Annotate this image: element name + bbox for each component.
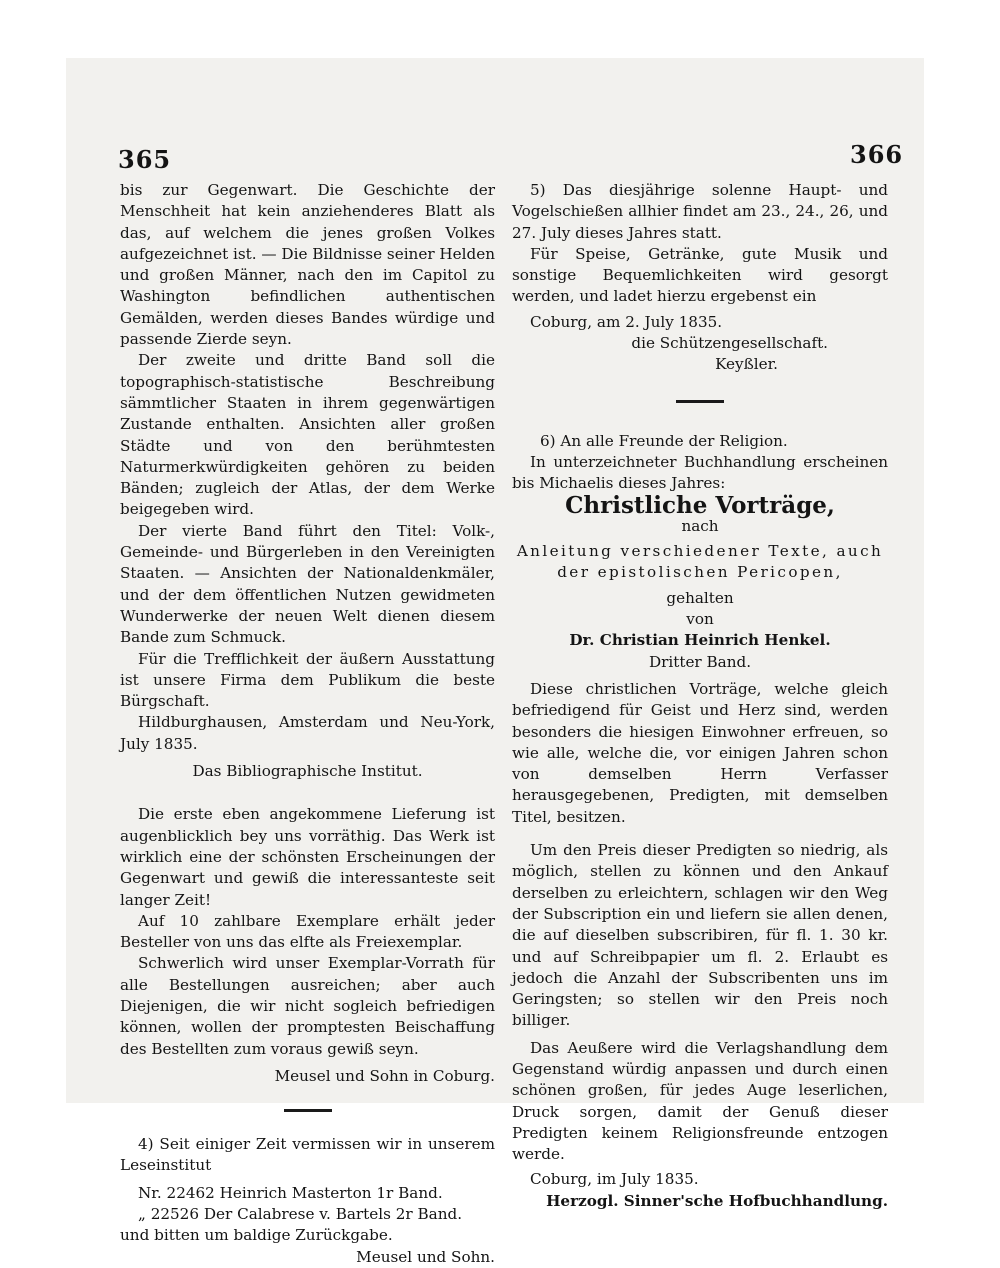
left-column (120, 180, 495, 1268)
left-place-date: Hildburghausen, Amsterdam und Neu-York, July 1835. (120, 713, 495, 753)
right-von: von (686, 610, 714, 629)
right-page-number: 366 (850, 140, 904, 169)
right-divider (676, 400, 724, 403)
left-paragraph-6: Auf 10 zahlbare Exemplare erhält jeder Besteller von uns das elfte als Freiexemplar. (120, 911, 495, 952)
right-paragraph-2: Für Speise, Getränke, gute Musik und sonstige Bequemlichkeiten wird gesorgt werden, und ladet hierzu ergebenst ein (512, 244, 888, 306)
left-paragraph-2: Der zweite und dritte Band soll die topographisch-statistische Beschreibung sämmtlicher Staaten in ihrem gegenwärtigen Zustande enthalten. Ansichten aller großen Städte und von den berühmtesten Naturmerkwürdigkeiten gehören zu beiden Bänden; zugleich der Atlas, der dem Werke beigegeben wird. (120, 351, 495, 519)
right-column (512, 180, 888, 1212)
left-institute-signature: Das Bibliographische Institut. (192, 762, 423, 781)
left-notice-4: 4) Seit einiger Zeit vermissen wir in unserem Leseinstitut (120, 1135, 495, 1175)
right-paragraph-3: Diese christlichen Vorträge, welche gleich befriedigend für Geist und Herz sind, werden besonders die hiesigen Einwohner erfreuen, so wie alle, welche die, vor einigen Jahren schon von demselben Herrn Verfasser herausgegebenen, Predigten, mit demselben Titel, besitzen. (512, 679, 888, 826)
left-paragraph-3: Der vierte Band führt den Titel: Volk-, Gemeinde- und Bürgerleben in den Vereinigten Staaten. — Ansichten der Nationaldenkmäler, und der dem öffentlichen Nutzen gewidmeten Wunderwerke der neuen Welt dienen diesem Bande zum Schmuck. (120, 521, 495, 647)
left-missing-item-1: Nr. 22462 Heinrich Masterton 1r Band. (138, 1183, 443, 1202)
right-paragraph-1: 5) Das diesjährige solenne Haupt- und Vogelschießen allhier findet am 23., 24., 26, und 27. July dieses Jahres statt. (512, 181, 888, 242)
right-book-title: Christliche Vorträge, (565, 491, 835, 519)
left-signature-1: Meusel und Sohn in Coburg. (274, 1066, 495, 1085)
left-paragraph-7: Schwerlich wird unser Exemplar-Vorrath für alle Bestellungen ausreichen; aber auch Diejenigen, die wir nicht sogleich befriedigen können, wollen der promptesten Beischaffung des Bestellten zum voraus gewiß seyn. (120, 954, 495, 1058)
left-divider (284, 1109, 332, 1112)
left-signature-2: Meusel und Sohn. (356, 1247, 495, 1266)
left-page-number: 365 (118, 145, 172, 174)
right-notice-6: 6) An alle Freunde der Religion. (540, 431, 788, 450)
left-return-request: und bitten um baldige Zurückgabe. (120, 1226, 393, 1245)
left-paragraph-4: Für die Trefflichkeit der äußern Ausstattung ist unsere Firma dem Publikum die beste Bürgschaft. (120, 649, 495, 711)
right-volume: Dritter Band. (648, 652, 752, 671)
right-society: die Schützengesellschaft. (631, 334, 828, 353)
left-missing-item-2: „ 22526 Der Calabrese v. Bartels 2r Band. (138, 1205, 463, 1224)
right-subtitle-1: Anleitung verschiedener Texte, auch (516, 542, 884, 561)
right-place-date-1: Coburg, am 2. July 1835. (530, 312, 723, 331)
right-gehalten: gehalten (666, 588, 734, 607)
right-signature: Herzogl. Sinner'sche Hofbuchhandlung. (546, 1191, 888, 1210)
left-paragraph-1: bis zur Gegenwart. Die Geschichte der Menschheit hat kein anziehenderes Blatt als das, auf welchem die jenes großen Volkes aufgezeichnet ist. — Die Bildnisse seiner Helden und großen Männer, nach den im Capitol zu Washington befindlichen authentischen Gemälden, werden dieses Bandes würdige und passende Zierde seyn. (120, 181, 495, 349)
right-place-date-2: Coburg, im July 1835. (530, 1170, 699, 1189)
right-paragraph-4: Um den Preis dieser Predigten so niedrig, als möglich, stellen zu können und den Ankauf derselben zu erleichtern, schlagen wir den Weg der Subscription ein und liefern sie allen denen, die auf dieselben subscribiren, für fl. 1. 30 kr. und auf Schreibpapier um fl. 2. Erlaubt es jedoch die Anzahl der Subscribenten uns im Geringsten; so stellen wir den Preis noch billiger. (512, 841, 888, 1030)
left-paragraph-5: Die erste eben angekommene Lieferung ist augenblicklich bey uns vorräthig. Das Werk ist wirklich eine der schönsten Erscheinungen der Gegenwart und gewiß die interessanteste seit langer Zeit! (120, 805, 495, 909)
right-author: Dr. Christian Heinrich Henkel. (569, 631, 831, 650)
right-intro: In unterzeichneter Buchhandlung erscheinen bis Michaelis dieses Jahres: (512, 452, 888, 493)
right-signature-name: Keyßler. (715, 355, 778, 374)
right-nach: nach (681, 516, 719, 535)
right-paragraph-5: Das Aeußere wird die Verlagshandlung dem Gegenstand würdig anpassen und durch einen schönen großen, für jedes Auge leserlichen, Druck sorgen, damit der Genuß dieser Predigten keinem Religionsfreunde entzogen werde. (512, 1038, 888, 1164)
right-subtitle-2: der epistolischen Pericopen, (557, 563, 843, 582)
